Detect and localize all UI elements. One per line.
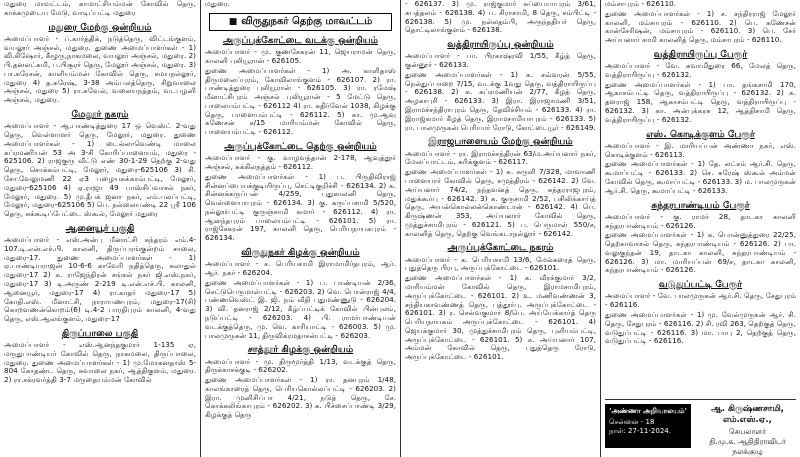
section-heading: வத்திராயிருப்பு ஒன்றியம்	[447, 39, 554, 51]
section-body: அமைப்பாளர் - கு. ராமர் 28, தாடகா காலனி சுந்தரபாண்டியம் - 626126.	[605, 211, 796, 230]
section-body: துணை அமைப்பாளர்கள் - 1) அ. காளிதாஸ் திருமலைப்புரம், கோவிலாங்குளம் - 626107. 2) ரா. பாண்டித்துரை புலியூரான் - 626105. 3) ரா. ரமேஷ் மீனாட்சிபுரம் அஞ்சல் புலியூரான் - 5 மேட்டு தெரு, பாலையம்பட்டி - 626112 4) ரா. கதிர்வேல் 1038, கிழக்கு தெரு, பாளையம்பட்டி - 626112. 5) கா. மு.ஆவு கணேசன் ச/15 மாரியம்மன் கோவில் தெரு, பாளையம்பட்டி - 626112.	[205, 65, 396, 137]
section-heading: ஆனையூர் பகுதி	[65, 222, 135, 234]
continued-fragment: மதுரை.	[205, 0, 230, 8]
signer-org: தி.மு.க. ஆதிதிராவிடர்	[709, 437, 786, 447]
section-body: துணை அமைப்பாளர்கள் - 1) சு. சுருளி 7/328, மாவாணி பாளையார் கோவில் தெரு, சமுத்திரம் - 626142. 2) வே. அய்யனார் 74/2, நந்தவனத் தெரு, சுந்தரராஜபுரம், மதுக்கூர்பு - 626142. 3) க. குருசாமி 2/52, பசிலிக்காய்த் தெரு, அயன்கொல்லன்கொண்டான் - 626142. 4) பெ. கிருஷ்ணன் 353, அய்யனார் கோவில் தெரு, முத்துச்சாமிபுரம் - 626121. 5) ப. பெருமாள் 550/ச, காலனித் தெரு, தெற்கு வெங்கடாநல்லூர் - 626142.	[405, 167, 596, 238]
section-body: துணை அமைப்பாளர்கள் - 1) க. சவ்வரன் 5/55, நெல்துப்பாறை 7/15, வடக்கு 1வது தெரு, வத்திராயிருப்பு - 626138. 2) சு. சுப்ரமணியன் 2/77, கீழத் தெரு, அழகாபுரி - 626133. 3) இரா. இராஜாமணி 3/51, இராமச்சந்திராபுரம் தெரு, தேவிச்சியம் - 626133. 4) ரா. இராஜ்கமார் கீழத் தெரு, இராமசாமியாபுரம் - 626133. 5) ரா. பாலமுருகன் பெரியார் ரோடு, கோட்டையூர் - 626149.	[405, 69, 596, 132]
section-heading: சாத்தூர் கிழக்கு ஒன்றியம்	[247, 344, 354, 356]
section-body: துணை அமைப்பாளர்கள் - 1) ப. பாண்டியன் 2/36, செட்டுபெருமாள்பட்டி - 626203. 2) வெ. பொன்ராஜ் 4/4, பண்ணவெஸ்ட் இ. ஜி. நம் வீதி புதுமண்ணுடு - 626204. 3) வி. தனராஜ் 2/12, கீழ்ப்பட்டிக் கோவில் பின்புலம், நடுப்பட்டி - 626203. 4) பி. ராமர்பாண்டியன் வடக்குத்தெரு, மு. வெ. காரியாட்டி - 626003. 5) மு. பாலமுருகன் 11, திருவிக்ரமதாசன்பட்டி - 626203.	[205, 277, 396, 340]
section-heading: அருப்புக்கோட்டை வடக்கு ஒன்றியம்	[222, 34, 379, 46]
section-body: அமைப்பாளர் - எஸ்.ஆனந்தகுமார் 1-135 ஏ, மருதுபாண்டியர் கோவில் தெரு, நாகமலை, திருப்பாலை, மதுரை. துணை அமைப்பாளர்கள் - 1) மு.மோகனதாஸ் 5-804 கோதண்ட தெரு, சுவாலை நகர், ஆத்திகுளம், மதுரை. 2) ரா.சக்ரவர்த்தி 3-7 மருதையம்மன் கோவில்	[4, 340, 196, 385]
section-body: அமைப்பாளர் - இ. மாரியப்பன் அண்ணா நகர், எஸ். கொடிக்குளம் - 626113.	[605, 140, 796, 159]
section-body: அமைப்பாளர் - மு. குணசேகரன் 11, ஜெயராமன் தெரு, காலனி புலியூரான் - 626105.	[205, 47, 396, 65]
section-body: அமைப்பாளர் - க. பெரியசாமி 13/6, மேல்கரைத் தெரு, புதுத்தெரு பிரபு, அருப்புக்கோட்டை - 626101.	[405, 254, 596, 273]
section-heading: வடுதுப்பட்டி பேரூர்	[658, 279, 743, 291]
signer-name: ஆ. கிருஷ்ணசாமி, எம்.எஸ்.ஏ.,	[711, 404, 784, 426]
section-body: அமைப்பாளர் - பா. பிரகாஷ்ரவி 1/55, கீழ்த் தெரு, குன்னூர் - 626133.	[405, 51, 596, 70]
continued-fragment: மதுரை மாவட்டம், காமாட்சியம்மன் கோவில் தெரு, காக்கமுடைய மேடு, வாடிப்பட்டி மதுரை	[4, 0, 196, 17]
signature-block	[605, 399, 796, 457]
section-heading: அருப்புக்கோட்டை தெற்கு ஒன்றியம்	[224, 141, 377, 152]
section-body: துணை அமைப்பாளர்கள் - 1) பா. தங்கசாமி 170, ஆகாசம்பட்டி தெரு, வத்திராயிருப்பு - 626132. 2) சு. தளராஜ் 158, ஆகாசம்பட்டி தெரு, வத்திராயிருப்பு - 626132. 3) கா. அன்புக்கரசு 12, ஆத்திசாமி தெரு, வத்திராயிருப்பு - 626132.	[605, 79, 796, 124]
section-heading: விருதுநகர் கிழக்கு ஒன்றியம்	[241, 247, 360, 259]
section-body: துணை அமைப்பாளர்கள் - 1) க. பொன்னுத்துரை 22/25, தெற்காவாசல் தெரு, சுந்தரபாண்டியம் - 626126. 2) பா. வலுகுந்தன் 19, தாடகா காலனி, சுந்தரபாண்டியம் - 626126. 3) மா. மாரியப்பன் 69/ச, தாடகா காலனி, சுந்தரபாண்டியம் - 626126.	[605, 230, 796, 275]
district-title: விருதுநகர் தெற்கு மாவட்டம்	[241, 15, 373, 27]
section-body: துணை அமைப்பாளர்கள் - 1) மு. வேல்முருகன் ஆர். சி. தெரு, சேதுபுரம் - 626116. 2) சி. ரவி 263, தெற்குத் தெரு, வடுதுப்பட்டி - 626116. 3) மா. பாபு 2, தெற்குத் தெரு, வடுதுப்பட்டி - 626116.	[605, 309, 796, 346]
section-body: அமைப்பாளர் - வே. பாலமுருகன் ஆர்.சி. தெரு, சேதுபுரம் - 626116.	[605, 291, 796, 310]
section-body: அமைப்பாளர் - ச. பெரியசாமி இராமாமிர்தபுரம், ஆர். ஆர். நகர் - 626204.	[205, 259, 396, 278]
section-body: துணை அமைப்பாளர்கள் - 1) ச. சந்திரராஜ் மேலூர் காலனி, மம்சாபுரம் - 626110. 2) பெ. கணேசன் கான்சேரிஷன், மம்சாபுரம் - 626110. 3) பெ. சேர் அய்யனார் சாமி காலனித் தெரு, மம்சாபுரம் - 626110.	[605, 8, 796, 45]
notice-place: சென்னை - 18	[609, 418, 655, 427]
section-body: அமைப்பாளர் - எஸ்.அன்பு மீனாட்சி சுந்தரம் எம்.4-107.டி.என்.எச்.பி. காலனி, திருப்பரங்குன்றம் சாலை, மதுரை-17. துணை அமைப்பாளர்கள் - 1) ஏ.பாண்டியராஜன் 10-6-6 காவேரி நதித்தெரு, கலாதுல் மதுரை-17 2) க. ராஜேந்திரன் சங்கல் நகர் ஜி.எஸ்.நகர், மதுரை-17 3) டி.அருண் 2-219 டி.என்.எச்.பி. காலனி, ஆனையூர், மதுரை-17 4) ரா.காதர் மதுரை-17 5) கோதி.எஸ். மீனாட்சி, நாராயணபுரம், மதுரை-17(சி) கொறவணன்கொறம்(6) டி.4-2 பாரதிபுரம் காலனி, 4-வது தெரு, எஸ்.ஆலங்குளம், மதுரை-17	[4, 235, 196, 324]
continued-fragment: மம்சாபுரம் - 626110.	[605, 0, 677, 8]
section-heading: சுந்தரபாண்டியம் பேரூர்	[651, 199, 750, 211]
section-body: அமைப்பாளர் - வே. சுவாமிதுரை 66, மேலத் தெரு, வத்திராயிருப்பு - 626132.	[605, 61, 796, 79]
section-heading: இராஜபாளையம் மேற்கு ஒன்றியம்	[428, 136, 573, 148]
column-1	[0, 0, 200, 457]
section-heading: வத்திராயிருப்பு பேரூர்	[653, 48, 748, 60]
square-bullet-icon: ■	[228, 16, 238, 27]
section-body: அமைப்பாளர் - ப்.கார்த்திக், நடுத்தெரு, விட்டங்குளம், வயலூர் அஞ்சல், மதுரை. துணை அமைப்பாளர்கள் - 1) வி.கிஷோர், கீழூரு,நாகமலை, வயலூர் அஞ்சல், மதுரை. 2) பி.தனலட்சுமி, ப.பிசூரர் தெரு, மேலூர் அஞ்சல், மதுரை. 3) பா.சுரேசன், காளியம்மன் கோவில் தெரு, சமயநல்லூர், மதுரை 4) த.சுரேஷ், 3-38 அம்பலத்தெரு, சிறுவாலை அஞ்சல், மதுரை 5) ரா.சுவேல், வலையநத்தம், வடபழனி அஞ்சல், மதுரை.	[4, 33, 196, 105]
section-body: துணை அமைப்பாளர்கள் - 1) ரா. தனபுரம் 1/48, காலங்காரைத் தெரு, பெரியகொல்லப்பட்டி - 626203. 2) இரா. முனிசிப்பா 4/21, நடுத் தெரு, சே. கொக்கலிங்காபுரம் - 626202. 3) க. பிச்சைப்பாண்டி 3/29, கிழக்குத் தெரு	[205, 375, 396, 420]
section-body: அமைப்பாளர் - ஆ.பாண்டித்துரை 17 ஒ வெஸ்ட் 2-வது தெரு, வெள்ளாளர் தெரு, மேலூர், மதுரை. துணை அமைப்பாளர்கள் - 1) டைல்லாவெண்டி மாலை சுப்ரமணியன் 53 அ 3-சி கோரிப்பாளையம், மதுரை - 625106. 2) ராஜகுரு வீட்டு எண் 30-1-29 தெற்கு 2-வது தெரு, சொக்கம்பட்டி, மேலூர், மதுரை-625106 3) சி. சோ.வேலுமணி 22 ஏ3 பழையசுக்காம்பட்டி, மேலூர், மதுரை-625106 4) ஏ.ராஜா 49 பாஸ்சிப்வாசல் நகர், மேலூர், மதுரை. 5) மு.தீபக் ஜனா நகர், எம்.பலப்பட்டி, மேலூர், மதுரை-625106 5) பெ. நல்லையண்டி 22 ஸ்ரீ 106 தெரு, சுக்கூடிப்பேட்டை ஸ்கூல், மேலூர் மதுரை	[4, 121, 196, 219]
continued-fragment: - 626137. 3) மு. ராஜ்குமார் சுப்பையாபுரம் 3/61, சுபத்தலம் - 626138. 4) ப. சிராசாமி, 8 தெரு, சம்பிட்டி - 626138. 5) மு. நல்லதம்பி, அருந்ததியர் தெரு, தொட்டிலாங்குளம் - 626138.	[405, 0, 596, 35]
section-body: துணை அமைப்பாளர்கள் - 1) தே. லட்சம் ஆர்.சி. தெரு, கூமாப்பட்டி - 626133. 2) செ. சுரேஷ் ஸ்கூல் அம்மன் கோவில் தெரு, கூமாப்பட்டி - 626133. 3) ம. பாலமுருகன் ஆர்.சி. தெரு, கூமாப்பட்டி - 626133.	[605, 159, 796, 195]
column-2	[200, 0, 400, 457]
section-heading: அருப்புக்கோட்டை நகரம்	[447, 242, 554, 254]
column-3	[400, 0, 600, 457]
section-heading: திருப்பாலை பகுதி	[61, 327, 139, 339]
section-heading: மேலூர் நகரம்	[71, 109, 129, 121]
section-heading: மதுரை மேற்கு ஒன்றியம்	[48, 21, 152, 33]
notice-title: 'அண்ணா அறிவாலயம்'	[609, 407, 687, 415]
section-body: அமைப்பாளர் - மு. திருமூர்த்தி 1/13, வடக்குத் தெரு, திருக்காசக்குடி - 626202.	[205, 356, 396, 375]
notice-box	[605, 404, 691, 448]
column-4	[600, 0, 800, 457]
section-heading: எஸ். கொடிக்குளம் பேரூர்	[646, 128, 755, 140]
section-body: அமைப்பாளர் - ரா. இராமச்சந்திரன் 63/ம.அய்யனார் நகர், மேலப்பாட்டம், சுரிக்குளம் - 626117.	[405, 148, 596, 167]
signer-role: செயலாளர்	[728, 426, 767, 436]
section-body: துணை அமைப்பாளர்கள் - 1) ப. பிருதிவிராஜ் சின்னப்பையக்குடியிருப்பு, செட்டிகுறிச்சி - 626134. 2) க. சின்னக்கருப்பன் 4/259, புதுகாலனி தெரு, வெள்ளையாபுரம் - 626134. 3) கு. கருப்பசாமி 5/520, நல்லூர்பட்டி குருஞ்சாமி சுமார் - 626112. 4) ரா. ஆனந்தபுரம் பாலையம்பட்டி - 626101. 5) ரா. ராஜ்சேகரன் 197, காலனி தெரு, பெரியநாயகபுரம் - 626134.	[205, 171, 396, 243]
section-body: துணை அமைப்பாளர்கள் - 1) க. வீரக்குமார் 3/2, மாரியம்மன் கோவில் தெரு, இராமசாமிபுரம், அருப்புக்கோட்டை - 626101. 2) உ. மணிவண்ணன் 3, சந்தியகாவண்ணத் தெரு, புத்தூர்பு. அருப்புக்கோட்டை - 626101. 3) ர. செல்வகுமார் 8/பெ. அய்யேக்கார்த் தெரு பெரியநாயகம் அருப்புக்கோட்டை - 626101. 4) ஜெயக்குமார் 30, முத்துச்சாமிபுரம் தெரு, புளியம்பட்டி, அருப்புக்கோட்டை - 626101. 5) க. அய்யனார் 107, அம்மன் கோவில் தெரு, புதுத்தெரு ரோடு, அருப்புக்கோட்டை - 626101.	[405, 273, 596, 362]
notice-date: நாள்: 27-11-2024.	[609, 427, 671, 436]
signer	[699, 404, 796, 457]
district-title-box	[209, 13, 392, 31]
signer-wing: நலக்குழு	[732, 447, 763, 457]
section-body: அமைப்பாளர் - கு. வாழவந்தான் 2-178, ஆவுத்தூர் அஞ்சல், சுக்கிலநத்தம் - 626112.	[205, 153, 396, 171]
